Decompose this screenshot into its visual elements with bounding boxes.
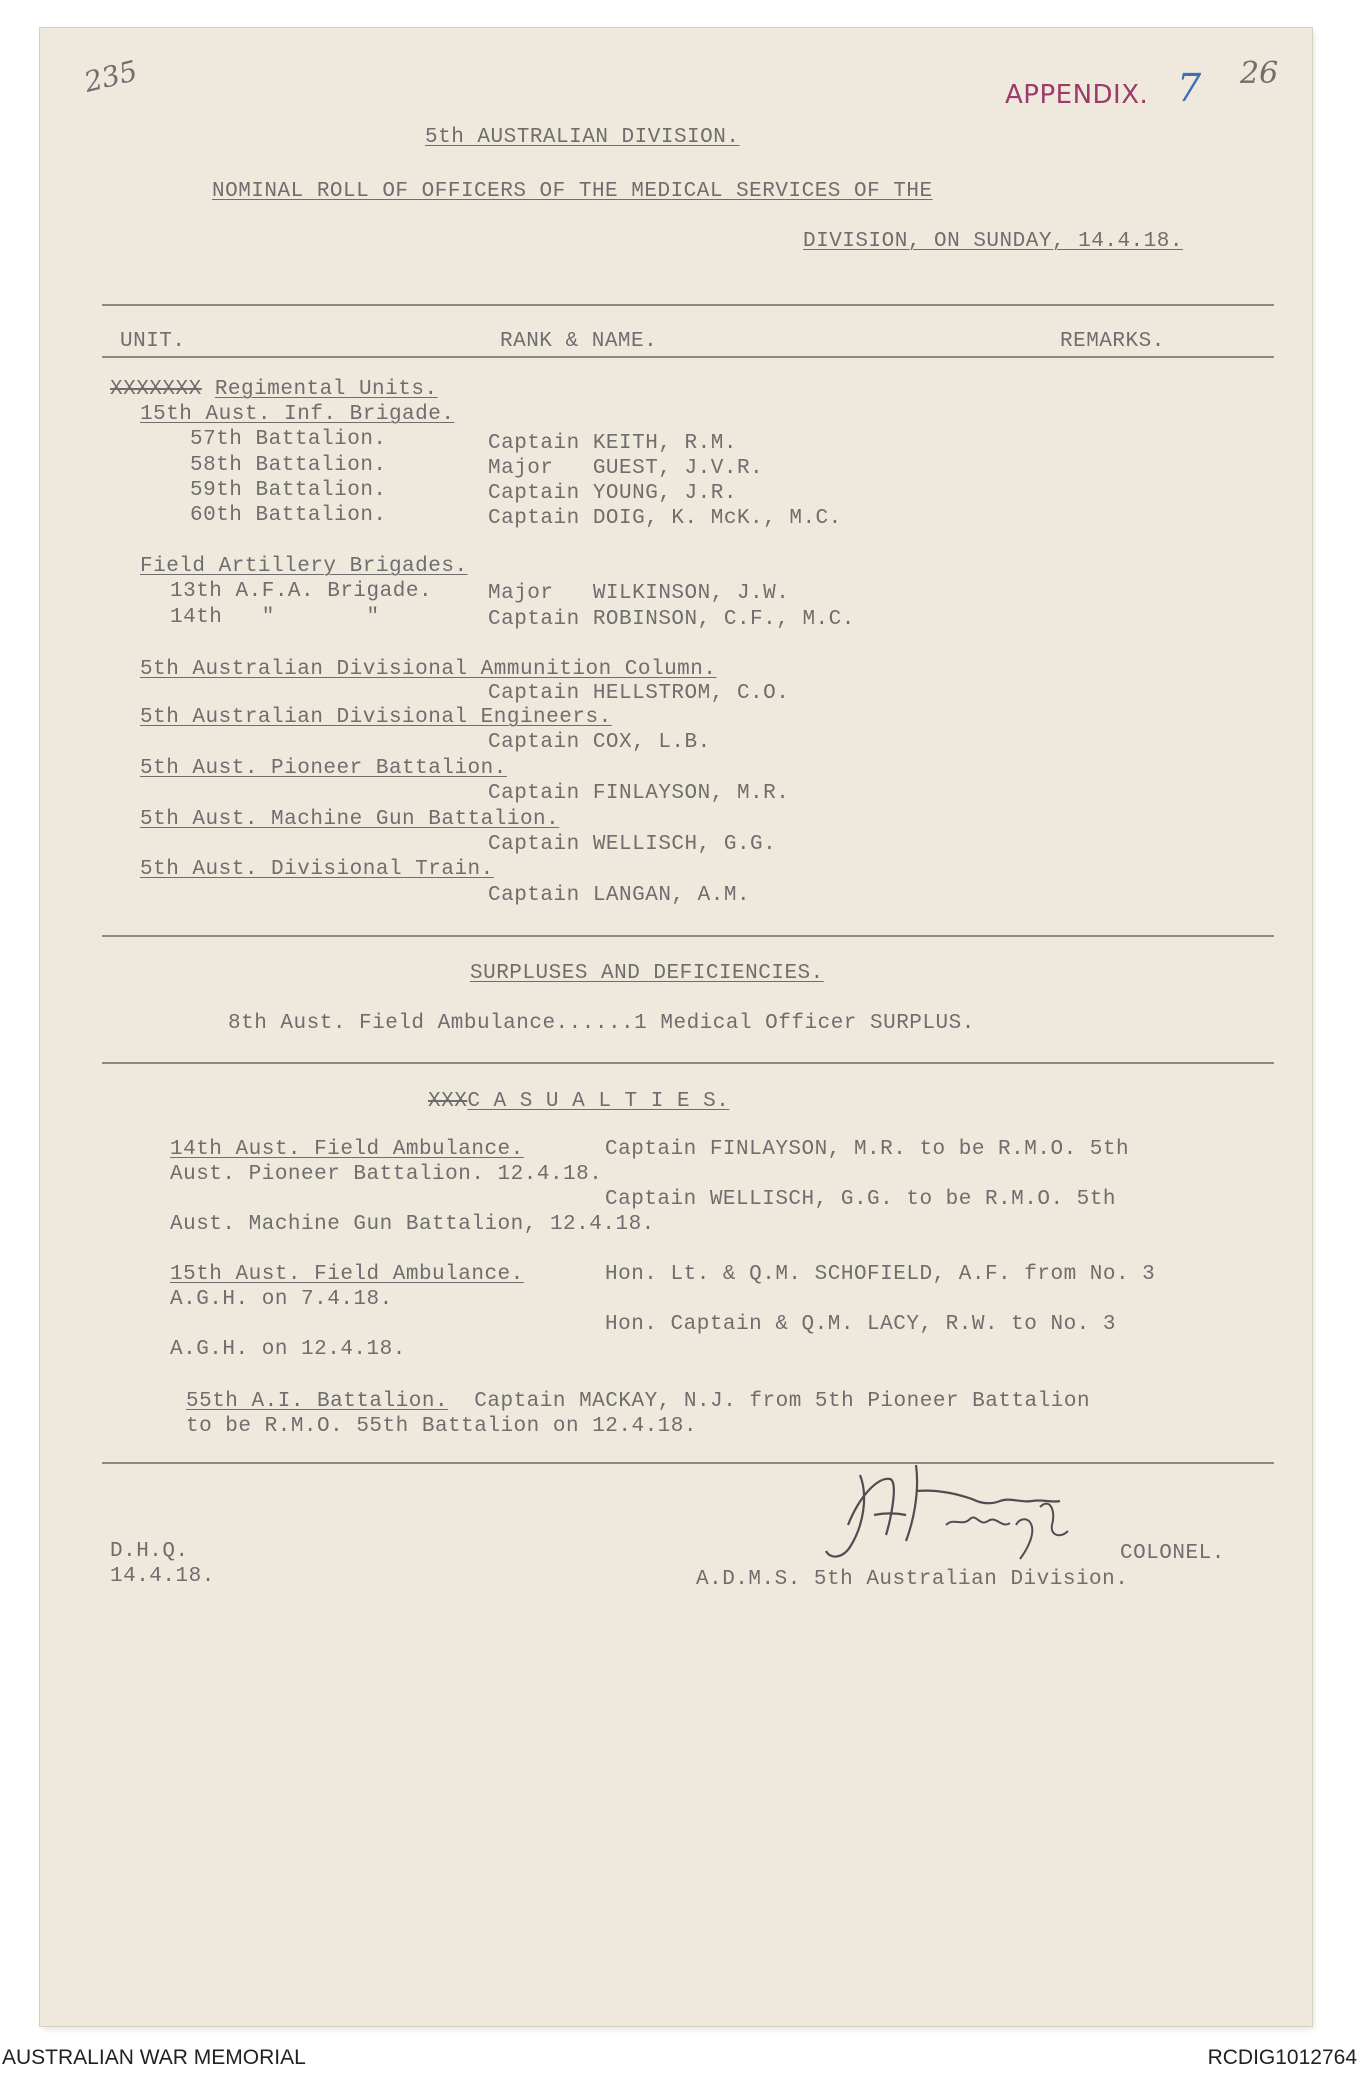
- closing-title: COLONEL.: [1120, 1542, 1225, 1565]
- unit-60-bn: 60th Battalion.: [190, 504, 387, 527]
- casualty-15-fa-line4: A.G.H. on 12.4.18.: [170, 1338, 406, 1361]
- officer-engineers: Captain COX, L.B.: [488, 731, 711, 754]
- unit-57-bn: 57th Battalion.: [190, 428, 387, 451]
- artillery-heading: Field Artillery Brigades.: [140, 555, 468, 578]
- unit-58-bn: 58th Battalion.: [190, 454, 387, 477]
- handwritten-signature: [820, 1455, 1130, 1585]
- footer-archive-name: AUSTRALIAN WAR MEMORIAL: [2, 2046, 306, 2069]
- struck-text: XXXXXXX: [110, 378, 202, 401]
- officer-59-bn: Captain YOUNG, J.R.: [488, 482, 737, 505]
- struck-text: XXX: [428, 1090, 468, 1113]
- casualty-55-bn-line2: to be R.M.O. 55th Battalion on 12.4.18.: [186, 1415, 697, 1438]
- roll-title: NOMINAL ROLL OF OFFICERS OF THE MEDICAL SERVICES OF THE: [212, 180, 933, 203]
- appendix-stamp: APPENDIX.: [1005, 80, 1149, 110]
- surpluses-heading: SURPLUSES AND DEFICIENCIES.: [470, 962, 824, 985]
- col-rank-name: RANK & NAME.: [500, 330, 658, 353]
- officer-train: Captain LANGAN, A.M.: [488, 884, 751, 907]
- brigade-heading: 15th Aust. Inf. Brigade.: [140, 403, 455, 426]
- closing-date: 14.4.18.: [110, 1565, 215, 1588]
- page-number-top-right: 26: [1240, 56, 1279, 91]
- column-rule: [102, 356, 1274, 358]
- unit-59-bn: 59th Battalion.: [190, 479, 387, 502]
- officer-dac: Captain HELLSTROM, C.O.: [488, 682, 790, 705]
- casualty-15-fa-line3: Hon. Captain & Q.M. LACY, R.W. to No. 3: [605, 1313, 1116, 1336]
- unit-machine-gun: 5th Aust. Machine Gun Battalion.: [140, 808, 560, 831]
- casualties-heading: [428, 1090, 729, 1114]
- unit-dac: 5th Australian Divisional Ammunition Column.: [140, 658, 717, 681]
- officer-machine-gun: Captain WELLISCH, G.G.: [488, 833, 777, 856]
- casualty-unit-55-bn: 55th A.I. Battalion.: [186, 1390, 449, 1413]
- casualty-55-bn-line1: Captain MACKAY, N.J. from 5th Pioneer Battalion: [474, 1390, 1091, 1413]
- officer-58-bn: Major GUEST, J.V.R.: [488, 457, 764, 480]
- casualties-heading-text: C A S U A L T I E S.: [467, 1090, 730, 1113]
- col-unit: UNIT.: [120, 330, 186, 353]
- casualty-unit-14-fa: 14th Aust. Field Ambulance.: [170, 1138, 524, 1161]
- casualty-14-fa-line1: Captain FINLAYSON, M.R. to be R.M.O. 5th: [605, 1138, 1130, 1161]
- roll-date: DIVISION, ON SUNDAY, 14.4.18.: [803, 230, 1183, 253]
- casualty-14-fa-line4: Aust. Machine Gun Battalion, 12.4.18.: [170, 1213, 655, 1236]
- regimental-heading: [110, 378, 438, 402]
- surpluses-rule: [102, 1062, 1274, 1064]
- col-remarks: REMARKS.: [1060, 330, 1165, 353]
- casualty-55-bn-line: [186, 1390, 1090, 1414]
- officer-57-bn: Captain KEITH, R.M.: [488, 432, 737, 455]
- officer-pioneers: Captain FINLAYSON, M.R.: [488, 782, 790, 805]
- casualty-15-fa-line2: A.G.H. on 7.4.18.: [170, 1288, 393, 1311]
- regimental-heading-text: Regimental Units.: [214, 378, 438, 401]
- surpluses-text: 8th Aust. Field Ambulance......1 Medical Officer SURPLUS.: [228, 1012, 975, 1035]
- roll-end-rule: [102, 935, 1274, 937]
- unit-train: 5th Aust. Divisional Train.: [140, 858, 494, 881]
- division-title: 5th AUSTRALIAN DIVISION.: [425, 126, 740, 149]
- casualty-unit-15-fa: 15th Aust. Field Ambulance.: [170, 1263, 524, 1286]
- page-number-top-left: 235: [80, 54, 141, 99]
- officer-60-bn: Captain DOIG, K. McK., M.C.: [488, 507, 842, 530]
- closing-office: A.D.M.S. 5th Australian Division.: [696, 1568, 1129, 1591]
- officer-13-afa: Major WILKINSON, J.W.: [488, 582, 790, 605]
- closing-place: D.H.Q.: [110, 1540, 189, 1563]
- casualty-14-fa-line2: Aust. Pioneer Battalion. 12.4.18.: [170, 1163, 603, 1186]
- unit-14-afa: 14th " ": [170, 606, 380, 629]
- unit-pioneers: 5th Aust. Pioneer Battalion.: [140, 757, 507, 780]
- unit-13-afa: 13th A.F.A. Brigade.: [170, 580, 433, 603]
- officer-14-afa: Captain ROBINSON, C.F., M.C.: [488, 608, 855, 631]
- casualty-14-fa-line3: Captain WELLISCH, G.G. to be R.M.O. 5th: [605, 1188, 1116, 1211]
- appendix-number: 7: [1177, 66, 1202, 110]
- casualty-15-fa-line1: Hon. Lt. & Q.M. SCHOFIELD, A.F. from No. 3: [605, 1263, 1156, 1286]
- footer-record-id: RCDIG1012764: [1207, 2046, 1357, 2069]
- unit-engineers: 5th Australian Divisional Engineers.: [140, 706, 612, 729]
- header-rule: [102, 304, 1274, 306]
